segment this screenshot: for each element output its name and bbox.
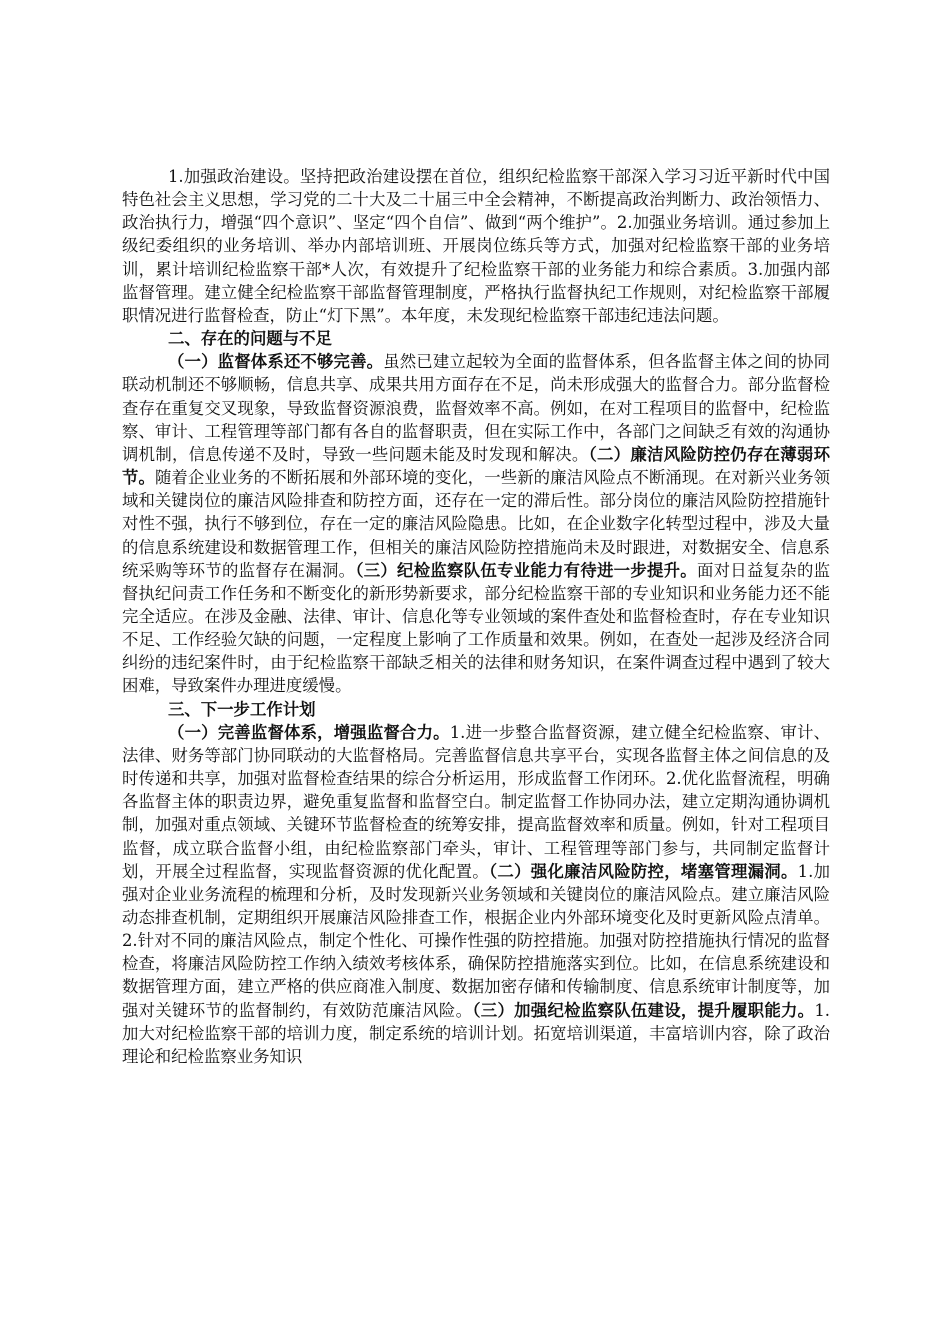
- subheading-team-building: （三）加强纪检监察队伍建设，提升履职能力。: [472, 1000, 815, 1020]
- document-body: [122, 165, 830, 1068]
- paragraph-text: 面对日益复杂的监督执纪问责工作任务和不断变化的新形势新要求，部分纪检监察干部的专业知识和业务能力还不能完全适应。在涉及金融、法律、审计、信息化等专业领域的案件查处和监督检查时，存在专业知识不足、工作经验欠缺的问题，一定程度上影响了工作质量和效果。例如，在查处一起涉及经济合同纠纷的违纪案件时，由于纪检监察干部缺乏相关的法律和财务知识，在案件调查过程中遇到了较大困难，导致案件办理进度缓慢。: [122, 560, 830, 696]
- subheading-risk-control: （二）廉洁风险防控仍存在薄弱环节。: [122, 444, 830, 488]
- paragraph-text: 1.进一步整合监督资源，建立健全纪检监察、审计、法律、财务等部门协同联动的大监督格局。完善监督信息共享平台，实现各监督主体之间信息的及时传递和共享，加强对监督检查结果的综合分析运用，形成监督工作闭环。2.优化监督流程，明确各监督主体的职责边界，避免重复监督和监督空白。制定监督工作协同办法，建立定期沟通协调机制，加强对重点领域、关键环节监督检查的统筹安排，提高监督效率和质量。例如，针对工程项目监督，成立联合监督小组，由纪检监察部门牵头，审计、工程管理等部门参与，共同制定监督计划，开展全过程监督，实现监督资源的优化配置。: [122, 722, 831, 881]
- subheading-team-capability: （三）纪检监察队伍专业能力有待进一步提升。: [355, 560, 697, 580]
- paragraph-next-steps: [122, 721, 830, 1068]
- subheading-supervision-system: （一）监督体系还不够完善。: [168, 352, 384, 372]
- paragraph-text: 1.加强政治建设。坚持把政治建设摆在首位，组织纪检监察干部深入学习习近平新时代中国特色社会主义思想，学习党的二十大及二十届三中全会精神，不断提高政治判断力、政治领悟力、政治执行力，增强“四个意识”、坚定“四个自信”、做到“两个维护”。2.加强业务培训。通过参加上级纪委组织的业务培训、举办内部培训班、开展岗位练兵等方式，加强对纪检监察干部的业务培训，累计培训纪检监察干部*人次，有效提升了纪检监察干部的业务能力和综合素质。3.加强内部监督管理。建立健全纪检监察干部监督管理制度，严格执行监督执纪工作规则，对纪检监察干部履职情况进行监督检查，防止“灯下黑”。本年度，未发现纪检监察干部违纪违法问题。: [122, 167, 830, 325]
- paragraph-text: 随着企业业务的不断拓展和外部环境的变化，一些新的廉洁风险点不断涌现。在对新兴业务领域和关键岗位的廉洁风险排查和防控方面，还存在一定的滞后性。部分岗位的廉洁风险防控措施针对性不强，执行不够到位，存在一定的廉洁风险隐患。比如，在企业数字化转型过程中，涉及大量的信息系统建设和数据管理工作，但相关的廉洁风险防控措施尚未及时跟进，对数据安全、信息系统采购等环节的监督存在漏洞。: [122, 468, 831, 580]
- subheading-improve-supervision: （一）完善监督体系，增强监督合力。: [168, 722, 450, 742]
- paragraph-text: 虽然已建立起较为全面的监督体系，但各监督主体之间的协同联动机制还不够顺畅，信息共享、成果共用方面存在不足，尚未形成强大的监督合力。部分监督检查存在重复交叉现象，导致监督资源浪费，监督效率不高。例如，在对工程项目的监督中，纪检监察、审计、工程管理等部门都有各自的监督职责，但在实际工作中，各部门之间缺乏有效的沟通协调机制，信息传递不及时，导致一些问题未能及时发现和解决。: [122, 352, 830, 464]
- paragraph-text: 1.加强对企业业务流程的梳理和分析，及时发现新兴业务领域和关键岗位的廉洁风险点。建立廉洁风险动态排查机制，定期组织开展廉洁风险排查工作，根据企业内外部环境变化及时更新风险点清单。2.针对不同的廉洁风险点，制定个性化、可操作性强的防控措施。加强对防控措施执行情况的监督检查，将廉洁风险防控工作纳入绩效考核体系，确保防控措施落实到位。比如，在信息系统建设和数据管理方面，建立严格的供应商准入制度、数据加密存储和传输制度、信息系统审计制度等，加强对关键环节的监督制约，有效防范廉洁风险。: [122, 861, 830, 1020]
- paragraph-text: 1.加大对纪检监察干部的培训力度，制定系统的培训计划。拓宽培训渠道，丰富培训内容，除了政治理论和纪检监察业务知识: [122, 1000, 830, 1066]
- section-heading-problems: 二、存在的问题与不足: [168, 329, 332, 349]
- paragraph-team-building: [122, 165, 830, 327]
- paragraph-problems: [122, 350, 830, 697]
- section-heading-next-steps: 三、下一步工作计划: [168, 699, 316, 719]
- subheading-strengthen-risk-control: （二）强化廉洁风险防控，堵塞管理漏洞。: [488, 861, 798, 881]
